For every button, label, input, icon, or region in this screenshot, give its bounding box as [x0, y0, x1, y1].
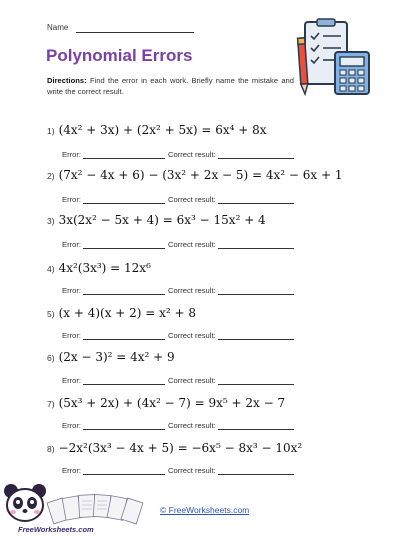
problem-expression: 4x²(3x³) = 12x⁶ [58, 261, 151, 275]
panda-mascot-icon [2, 482, 48, 524]
correct-result-label: Correct result: [167, 240, 216, 249]
page-title: Polynomial Errors [46, 46, 193, 65]
error-label: Error: [62, 240, 81, 249]
directions [47, 75, 294, 97]
correct-result-field[interactable] [218, 195, 294, 204]
correct-result-field[interactable] [218, 286, 294, 295]
problem-3 [47, 213, 266, 227]
correct-result-label: Correct result: [167, 150, 216, 159]
problem-expression: (7x² − 4x + 6) − (3x² + 2x − 5) = 4x² − 6x + 1 [58, 168, 343, 182]
correct-result-field[interactable] [218, 331, 294, 340]
problem-expression: (2x − 3)² = 4x² + 9 [58, 350, 175, 364]
error-field[interactable] [83, 286, 165, 295]
error-label: Error: [62, 286, 81, 295]
correct-result-label: Correct result: [167, 331, 216, 340]
problem-8 [47, 441, 302, 455]
problem-number: 3) [47, 216, 55, 226]
error-field[interactable] [83, 240, 165, 249]
footer-link[interactable] [160, 505, 249, 515]
problem-number: 8) [47, 444, 55, 454]
correct-result-field[interactable] [218, 421, 294, 430]
problem-number: 1) [47, 126, 55, 136]
problem-number: 6) [47, 353, 55, 363]
correct-result-label: Correct result: [167, 195, 216, 204]
error-field[interactable] [83, 421, 165, 430]
problem-4 [47, 261, 151, 275]
error-label: Error: [62, 466, 81, 475]
answer-row-7 [62, 421, 294, 430]
problem-number: 5) [47, 309, 55, 319]
answer-row-4 [62, 286, 294, 295]
problem-number: 7) [47, 399, 55, 409]
problem-5 [47, 306, 196, 320]
correct-result-label: Correct result: [167, 466, 216, 475]
website-link[interactable]: FreeWorksheets.com [168, 505, 250, 515]
error-field[interactable] [83, 150, 165, 159]
directions-text: Find the error in each work. Briefly name the mistake and write the correct result. [47, 76, 294, 96]
correct-result-field[interactable] [218, 376, 294, 385]
correct-result-label: Correct result: [167, 421, 216, 430]
correct-result-field[interactable] [218, 466, 294, 475]
name-field[interactable] [76, 32, 194, 33]
answer-row-5 [62, 331, 294, 340]
answer-row-1 [62, 150, 294, 159]
worksheet-fan-icon [46, 492, 150, 526]
answer-row-6 [62, 376, 294, 385]
problem-expression: (5x³ + 2x) + (4x² − 7) = 9x⁵ + 2x − 7 [58, 396, 286, 410]
brand-logo-text: FreeWorksheets.com [18, 525, 94, 534]
answer-row-2 [62, 195, 294, 204]
problem-2 [47, 168, 343, 182]
clipboard-calculator-icon [295, 18, 377, 98]
problem-expression: 3x(2x² − 5x + 4) = 6x³ − 15x² + 4 [58, 213, 266, 227]
correct-result-field[interactable] [218, 150, 294, 159]
error-field[interactable] [83, 376, 165, 385]
error-label: Error: [62, 376, 81, 385]
name-label: Name [47, 23, 69, 32]
correct-result-field[interactable] [218, 240, 294, 249]
answer-row-3 [62, 240, 294, 249]
problem-expression: (x + 4)(x + 2) = x² + 8 [58, 306, 197, 320]
error-label: Error: [62, 421, 81, 430]
copyright-symbol: © [160, 505, 167, 515]
correct-result-label: Correct result: [167, 376, 216, 385]
problem-expression: −2x²(3x³ − 4x + 5) = −6x⁵ − 8x³ − 10x² [58, 441, 303, 455]
error-label: Error: [62, 195, 81, 204]
correct-result-label: Correct result: [167, 286, 216, 295]
problem-1 [47, 123, 267, 137]
error-field[interactable] [83, 466, 165, 475]
problem-6 [47, 350, 175, 364]
problem-number: 4) [47, 264, 55, 274]
directions-label: Directions: [47, 76, 87, 85]
error-label: Error: [62, 150, 81, 159]
error-label: Error: [62, 331, 81, 340]
error-field[interactable] [83, 195, 165, 204]
problem-number: 2) [47, 171, 55, 181]
problem-7 [47, 396, 285, 410]
answer-row-8 [62, 466, 294, 475]
problem-expression: (4x² + 3x) + (2x² + 5x) = 6x⁴ + 8x [58, 123, 267, 137]
error-field[interactable] [83, 331, 165, 340]
